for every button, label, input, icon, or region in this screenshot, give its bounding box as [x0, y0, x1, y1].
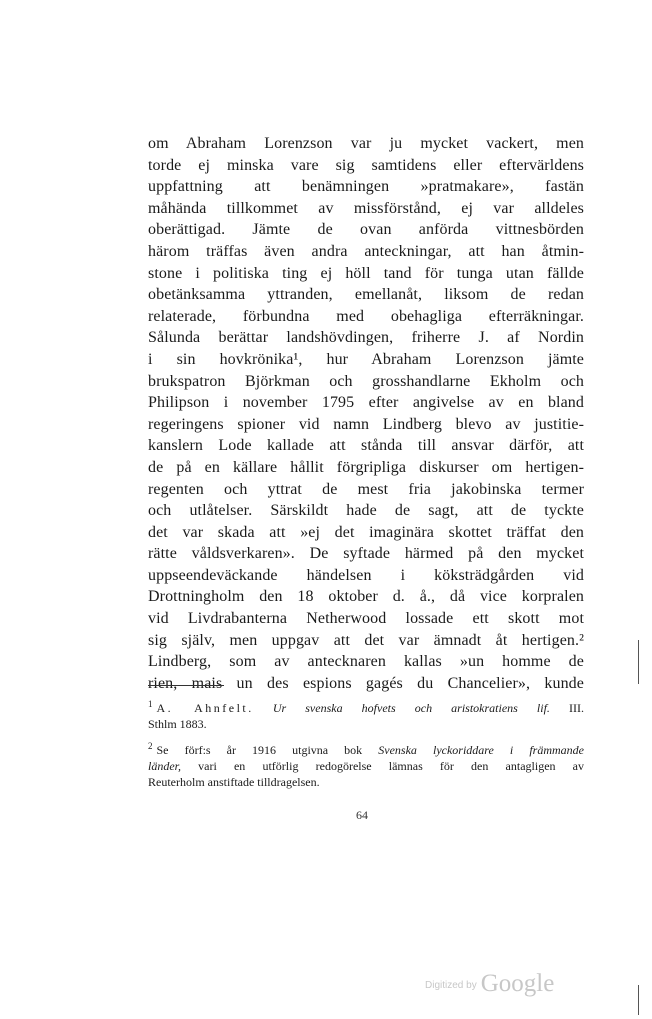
- digitized-watermark: [425, 970, 554, 998]
- text-line: om Abraham Lorenzson var ju mycket vackert, men: [148, 135, 584, 152]
- footnote-lead: Se förf:s år 1916 utgivna bok: [156, 743, 363, 757]
- footnote-1: [148, 700, 584, 732]
- text-line: relaterade, förbundna med obehagliga efterräkningar.: [148, 307, 584, 325]
- text-line: uppseendeväckande händelsen i köksträdgården vid: [148, 566, 584, 584]
- text-line: Lindberg, som av antecknaren kallas »un homme de: [148, 653, 584, 671]
- footnote-text: vari en utförlig redogörelse lämnas för den antagligen av: [198, 759, 585, 773]
- page-number: 64: [356, 808, 368, 822]
- footnote-2-line-2: [148, 758, 584, 774]
- scan-edge-mark: [638, 640, 639, 684]
- text-line: och utlåtelser. Särskildt hade de sagt, att de tyckte: [148, 502, 584, 520]
- watermark-small-text: Digitized by: [425, 980, 477, 991]
- scan-edge-mark: [638, 985, 639, 1015]
- text-line: Sålunda berättar landshövdingen, friherre J. af Nordin: [148, 329, 584, 347]
- text-line: i sin hovkrönika¹, hur Abraham Lorenzson jämte: [148, 350, 584, 368]
- footnote-marker: 1: [148, 699, 153, 709]
- text-line: härom träffas även andra anteckningar, att han åtmin-: [148, 242, 584, 260]
- body-text: [148, 133, 584, 694]
- text-line: det var skada att »ej det imaginära skottet träffat den: [148, 523, 584, 541]
- text-line: måhända tillkommet av missförstånd, ej var alldeles: [148, 199, 584, 217]
- footnote-1-line-2: Sthlm 1883.: [148, 717, 207, 731]
- text-line: Drottningholm den 18 oktober d. å., då vice korpralen: [148, 588, 584, 606]
- text-line: regeringens spioner vid namn Lindberg blevo av justitie-: [148, 415, 584, 433]
- footnote-divider: [148, 685, 224, 686]
- footnote-1-line-1: [148, 700, 584, 716]
- text-line: stone i politiska ting ej höll tand för tunga utan fällde: [148, 264, 584, 282]
- text-line: kanslern Lode kallade att stånda till ansvar därför, att: [148, 437, 584, 455]
- footnote-title: Ur svenska hofvets och aristokratiens lif.: [272, 701, 550, 715]
- text-line: Philipson i november 1795 efter angivelse av en bland: [148, 394, 584, 412]
- text-line: rätte våldsverkaren». De syftade härmed på den mycket: [148, 545, 584, 563]
- text-line: torde ej minska vare sig samtidens eller eftervärldens: [148, 156, 584, 174]
- google-logo: Google: [480, 970, 555, 997]
- footnote-book-title-cont: länder,: [148, 759, 181, 773]
- footnote-2-line-3: Reuterholm anstiftade tilldragelsen.: [148, 775, 320, 789]
- footnote-book-title: Svenska lyckoriddare i främmande: [378, 743, 585, 757]
- footnote-marker: 2: [148, 741, 153, 751]
- text-line: uppfattning att benämningen »pratmakare», fastän: [148, 178, 584, 196]
- text-line: obetänksamma yttranden, emellanåt, liksom de redan: [148, 286, 584, 304]
- text-line: oberättigad. Jämte de ovan anförda vittnesbörden: [148, 221, 584, 239]
- text-line: vid Livdrabanterna Netherwood lossade ett skott mot: [148, 610, 584, 628]
- footnote-volume: III.: [569, 701, 585, 715]
- footnotes: [148, 700, 584, 800]
- footnote-2-line-1: [148, 742, 584, 758]
- text-line: de på en källare hållit förgripliga diskurser om hertigen-: [148, 458, 584, 476]
- text-line: brukspatron Björkman och grosshandlarne Ekholm och: [148, 372, 584, 390]
- footnote-author: A. Ahnfelt.: [156, 701, 254, 715]
- text-line: regenten och yttrat de mest fria jakobinska termer: [148, 480, 584, 498]
- footnote-2: [148, 742, 584, 790]
- text-line: rien, mais un des espions gagés du Chancelier», kunde: [148, 674, 584, 692]
- text-line: sig själv, men uppgav att det var ämnadt åt hertigen.²: [148, 631, 584, 649]
